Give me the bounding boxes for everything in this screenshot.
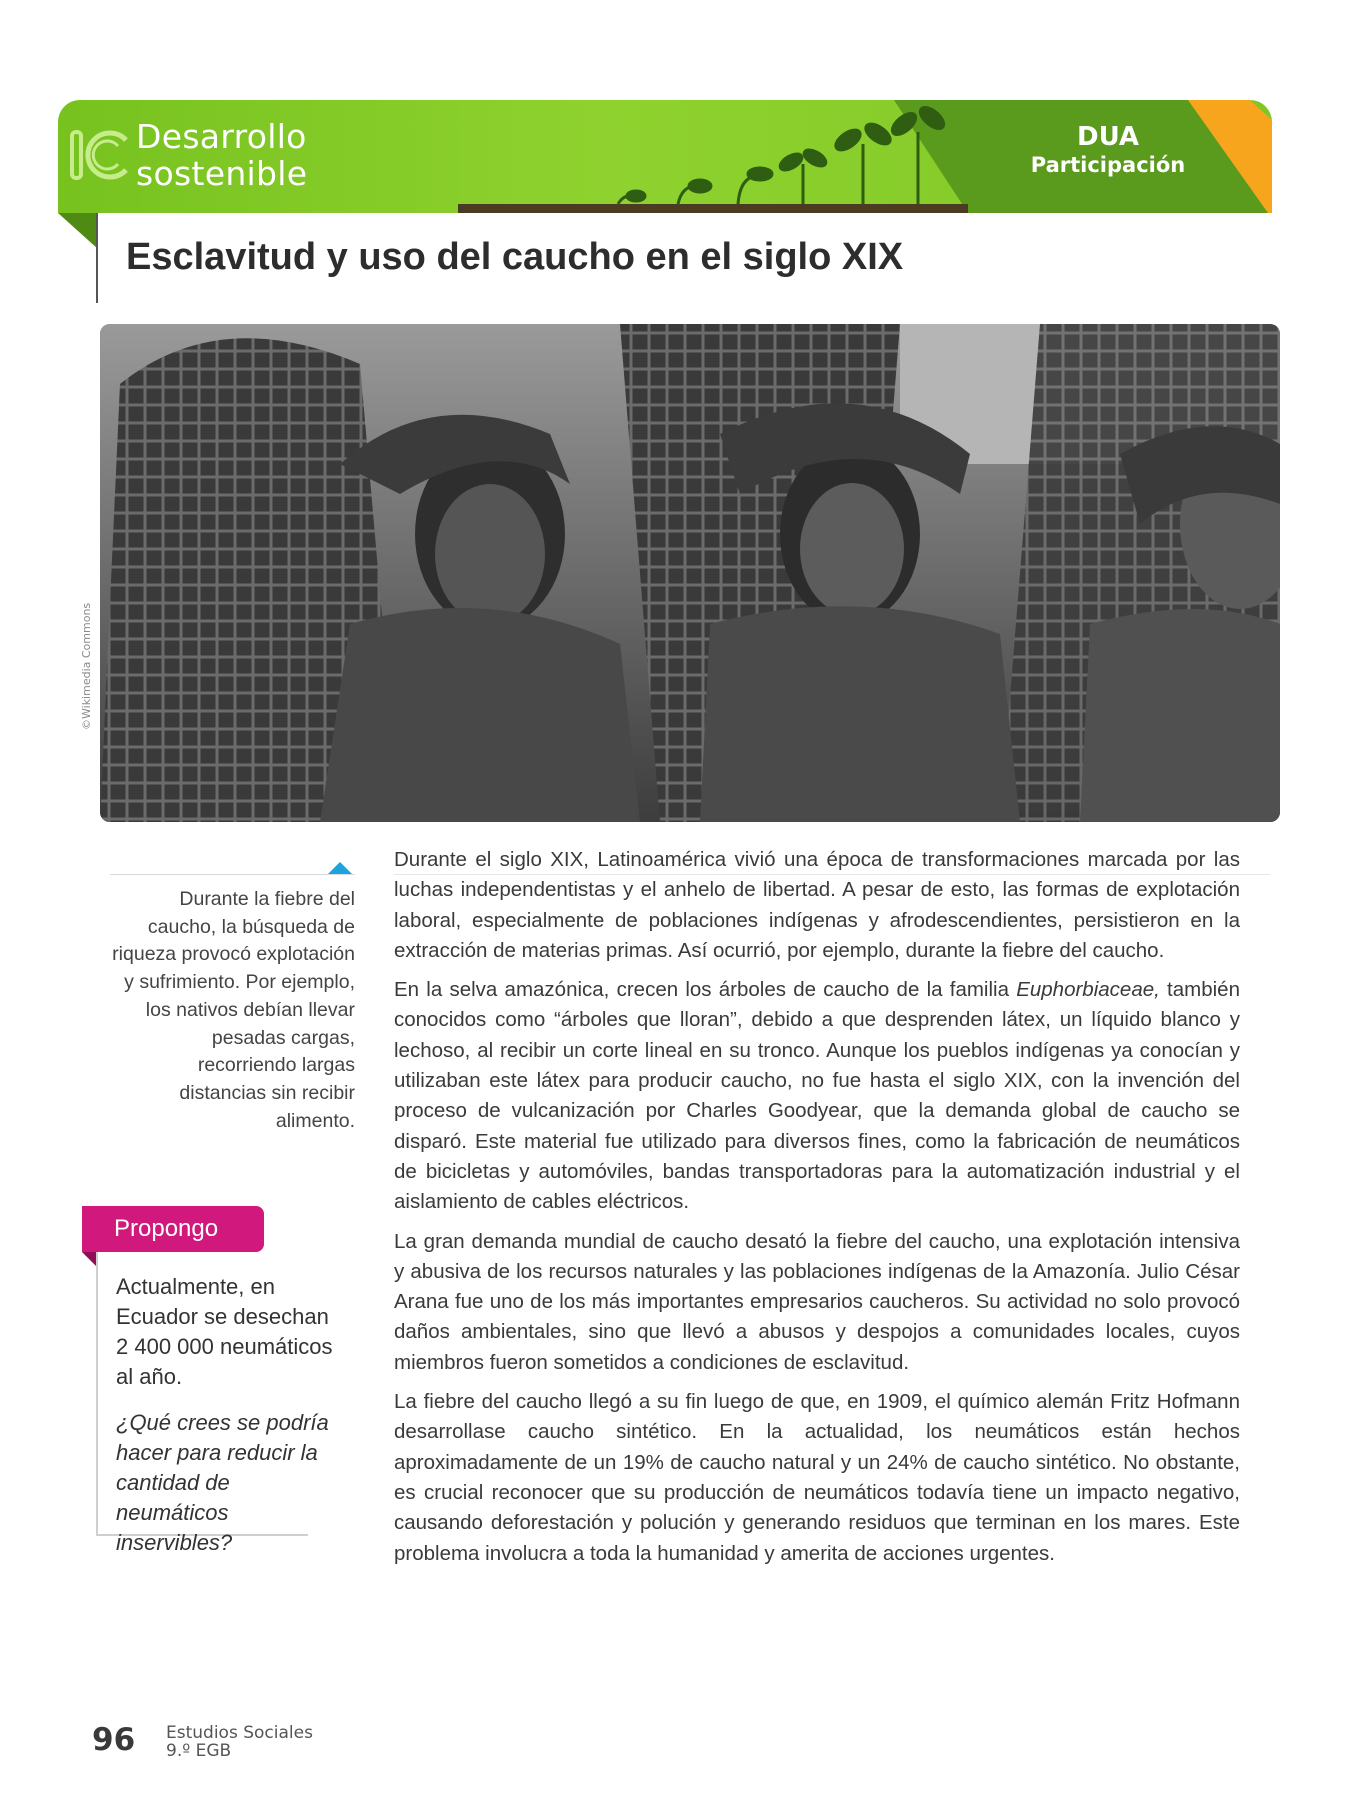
paragraph-3: La gran demanda mundial de caucho desató la fiebre del caucho, una explotación intensiva y abusiva de los recursos naturales y las poblaciones indígenas de la Amazonía. Julio César Arana fue uno de los más importantes empresarios caucheros. Su actividad no solo provocó daños ambientales, sino que llevó a abusos y despojos a comunidades locales, cuyos miembros fueron sometidos a condiciones de esclavitud. (394, 1229, 1240, 1374)
dua-badge (1008, 122, 1208, 178)
photo-credit: ©Wikimedia Commons (80, 602, 93, 730)
propongo-label: Propongo (82, 1206, 264, 1252)
title-rule (96, 213, 98, 303)
caption-divider (110, 874, 355, 875)
propongo-text: Actualmente, en Ecuador se desechan 2 400 000 neumáticos al año. (116, 1274, 333, 1389)
propongo-fold (82, 1252, 96, 1266)
banner-fold (58, 213, 98, 249)
paragraph-2-species: Euphorbiaceae, (1016, 978, 1160, 1002)
photo-caption: Durante la fiebre del caucho, la búsqueda de riqueza provocó explotación y sufrimiento. Por ejemplo, los nativos debían llevar pesadas cargas, recorriendo largas distancias sin recibir alimento. (112, 888, 355, 1132)
paragraph-4: La fiebre del caucho llegó a su fin luego de que, en 1909, el químico alemán Fritz Hofmann desarrollase caucho sintético. En la actualidad, los neumáticos están hechos aproximadamente de un 19% de caucho natural y un 24% de caucho sintético. No obstante, es crucial reconocer que su producción de neumáticos todavía tiene un impacto negativo, causando deforestación y polución y generando residuos que terminan en los mares. Este problema involucra a toda la humanidad y amerita de acciones urgentes. (394, 1390, 1240, 1565)
paragraph-2-start: En la selva amazónica, crecen los árboles de caucho de la familia (394, 978, 1017, 1002)
footer-grade: 9.º EGB (166, 1741, 232, 1761)
paragraph-2 (394, 975, 1240, 1217)
propongo-question: ¿Qué crees se podría hacer para reducir la cantidad de neumáticos inservibles? (116, 1410, 329, 1555)
dua-subtitle: Participación (1030, 153, 1186, 177)
caption-pointer-icon (328, 862, 352, 874)
seedlings-illustration (618, 104, 947, 204)
section-title (136, 118, 307, 192)
section-banner (58, 100, 1272, 213)
page-title: Esclavitud y uso del caucho en el siglo XIX (126, 236, 904, 278)
rubber-workers-image (100, 324, 1280, 822)
section-title-line1: Desarrollo (136, 117, 307, 156)
paragraph-2-end: también conocidos como “árboles que lloran”, debido a que desprenden látex, un líquido blanco y lechoso, al recibir un corte lineal en su tronco. Aunque los pueblos indígenas ya conocían y utilizaban este látex para producir caucho, no fue hasta el siglo XIX, con la invención del proceso de vulcanización por Charles Goodyear, que la demanda global de caucho se disparó. Este material fue utilizado para diversos fines, como la fabricación de neumáticos de bicicletas y automóviles, bandas transportadoras para la automatización industrial y el aislamiento de cables eléctricos. (394, 978, 1240, 1214)
footer-subject-name: Estudios Sociales (166, 1723, 313, 1743)
main-text (394, 845, 1240, 1578)
page-number: 96 (92, 1722, 136, 1758)
ic-logo-icon (66, 122, 134, 188)
paragraph-1: Durante el siglo XIX, Latinoamérica vivió una época de transformaciones marcada por las luchas independentistas y el anhelo de libertad. A pesar de esto, las formas de explotación laboral, especialmente de poblaciones indígenas y afrodescendientes, persistieron en la extracción de materias primas. Así ocurrió, por ejemplo, durante la fiebre del caucho. (394, 848, 1240, 962)
section-title-line2: sostenible (136, 154, 308, 193)
footer-subject (166, 1724, 313, 1760)
historical-photo (100, 324, 1280, 822)
dua-title: DUA (1076, 122, 1140, 152)
